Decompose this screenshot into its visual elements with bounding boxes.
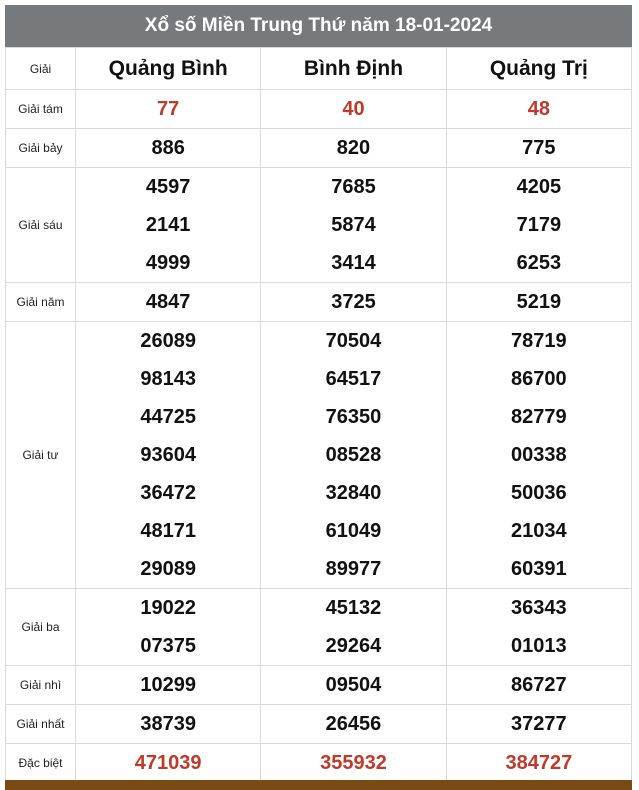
prize-row bbox=[6, 322, 632, 589]
prize-number: 355932 bbox=[320, 752, 387, 774]
prize-number: 86700 bbox=[511, 368, 567, 390]
prize-row bbox=[6, 744, 632, 783]
prize-number: 98143 bbox=[140, 368, 196, 390]
prize-cell bbox=[76, 744, 261, 783]
prize-label: Giải sáu bbox=[6, 168, 76, 283]
bottom-bar bbox=[5, 780, 632, 790]
prize-number: 29089 bbox=[140, 558, 196, 580]
prize-label: Giải tư bbox=[6, 322, 76, 589]
prize-number: 26456 bbox=[325, 713, 382, 735]
prize-number: 775 bbox=[522, 137, 556, 159]
prize-number: 00338 bbox=[511, 444, 567, 466]
prize-number: 10299 bbox=[140, 674, 196, 696]
prize-row bbox=[6, 705, 632, 744]
prize-label: Đặc biệt bbox=[6, 744, 76, 783]
prize-cell bbox=[76, 705, 261, 744]
prize-cell bbox=[261, 283, 446, 322]
prize-cell bbox=[446, 666, 631, 705]
prize-cell bbox=[261, 129, 446, 168]
prize-number: 471039 bbox=[134, 752, 202, 774]
prize-number: 3725 bbox=[331, 291, 376, 313]
prize-number: 64517 bbox=[325, 368, 382, 390]
page-title: Xổ số Miền Trung Thứ năm 18-01-2024 bbox=[5, 5, 632, 47]
prize-number: 29264 bbox=[325, 635, 382, 657]
prize-cell bbox=[446, 168, 631, 283]
prize-label: Giải tám bbox=[6, 90, 76, 129]
prize-row bbox=[6, 283, 632, 322]
prize-cell bbox=[446, 322, 631, 589]
prize-cell bbox=[446, 129, 631, 168]
prize-number: 77 bbox=[157, 98, 180, 120]
prize-number: 3414 bbox=[331, 252, 376, 274]
prize-number: 7685 bbox=[331, 176, 376, 198]
prize-number: 76350 bbox=[325, 406, 382, 428]
table-header-row bbox=[6, 48, 632, 90]
prize-number: 4999 bbox=[145, 252, 191, 274]
prize-number: 60391 bbox=[511, 558, 567, 580]
prize-number: 32840 bbox=[325, 482, 382, 504]
prize-number: 40 bbox=[342, 98, 365, 120]
prize-number: 820 bbox=[336, 137, 371, 159]
prize-label: Giải nhất bbox=[6, 705, 76, 744]
prize-cell bbox=[446, 283, 631, 322]
prize-cell bbox=[261, 589, 446, 666]
prize-label: Giải nhì bbox=[6, 666, 76, 705]
prize-cell bbox=[76, 129, 261, 168]
prize-number: 21034 bbox=[511, 520, 567, 542]
prize-cell bbox=[76, 283, 261, 322]
prize-number: 886 bbox=[151, 137, 185, 159]
city-header-quang-binh: Quảng Bình bbox=[76, 48, 261, 90]
prize-number: 82779 bbox=[511, 406, 567, 428]
prize-number: 50036 bbox=[511, 482, 567, 504]
prize-row bbox=[6, 90, 632, 129]
prize-number: 5219 bbox=[516, 291, 562, 313]
prize-label: Giải bảy bbox=[6, 129, 76, 168]
prize-cell bbox=[446, 90, 631, 129]
prize-number: 93604 bbox=[140, 444, 196, 466]
prize-cell bbox=[76, 168, 261, 283]
prize-number: 38739 bbox=[140, 713, 196, 735]
prize-number: 07375 bbox=[140, 635, 196, 657]
prize-number: 70504 bbox=[325, 330, 382, 352]
prize-cell bbox=[446, 744, 631, 783]
prize-number: 5874 bbox=[331, 214, 376, 236]
prize-cell bbox=[76, 90, 261, 129]
prize-cell bbox=[76, 666, 261, 705]
prize-cell bbox=[261, 168, 446, 283]
prize-number: 19022 bbox=[140, 597, 196, 619]
city-header-binh-dinh: Bình Định bbox=[261, 48, 446, 90]
prize-number: 48171 bbox=[140, 520, 196, 542]
prize-number: 6253 bbox=[516, 252, 562, 274]
prize-row bbox=[6, 666, 632, 705]
prize-label: Giải ba bbox=[6, 589, 76, 666]
prize-cell bbox=[261, 90, 446, 129]
prize-number: 36343 bbox=[511, 597, 567, 619]
prize-cell bbox=[261, 322, 446, 589]
prize-label: Giải năm bbox=[6, 283, 76, 322]
prize-number: 2141 bbox=[145, 214, 191, 236]
prize-number: 45132 bbox=[325, 597, 382, 619]
prize-row bbox=[6, 168, 632, 283]
prize-number: 26089 bbox=[140, 330, 196, 352]
prize-number: 37277 bbox=[511, 713, 567, 735]
prize-cell bbox=[446, 589, 631, 666]
prize-cell bbox=[76, 322, 261, 589]
prize-cell bbox=[261, 744, 446, 783]
prize-number: 61049 bbox=[325, 520, 382, 542]
prize-number: 44725 bbox=[140, 406, 196, 428]
results-panel bbox=[5, 5, 632, 783]
prize-number: 7179 bbox=[516, 214, 562, 236]
prize-row bbox=[6, 589, 632, 666]
prize-number: 86727 bbox=[511, 674, 567, 696]
prize-row bbox=[6, 129, 632, 168]
prize-cell bbox=[261, 666, 446, 705]
results-table bbox=[5, 47, 632, 783]
prize-number: 48 bbox=[527, 98, 550, 120]
prize-number: 4205 bbox=[516, 176, 562, 198]
prize-cell bbox=[76, 589, 261, 666]
prize-cell bbox=[446, 705, 631, 744]
prize-number: 08528 bbox=[325, 444, 382, 466]
prize-number: 89977 bbox=[325, 558, 382, 580]
prize-number: 4847 bbox=[145, 291, 191, 313]
prize-number: 78719 bbox=[511, 330, 567, 352]
prize-number: 01013 bbox=[511, 635, 567, 657]
prize-number: 384727 bbox=[505, 752, 573, 774]
city-header-quang-tri: Quảng Trị bbox=[446, 48, 631, 90]
prize-number: 4597 bbox=[145, 176, 191, 198]
prize-cell bbox=[261, 705, 446, 744]
prize-number: 36472 bbox=[140, 482, 196, 504]
header-label: Giải bbox=[6, 48, 76, 90]
prize-number: 09504 bbox=[325, 674, 382, 696]
